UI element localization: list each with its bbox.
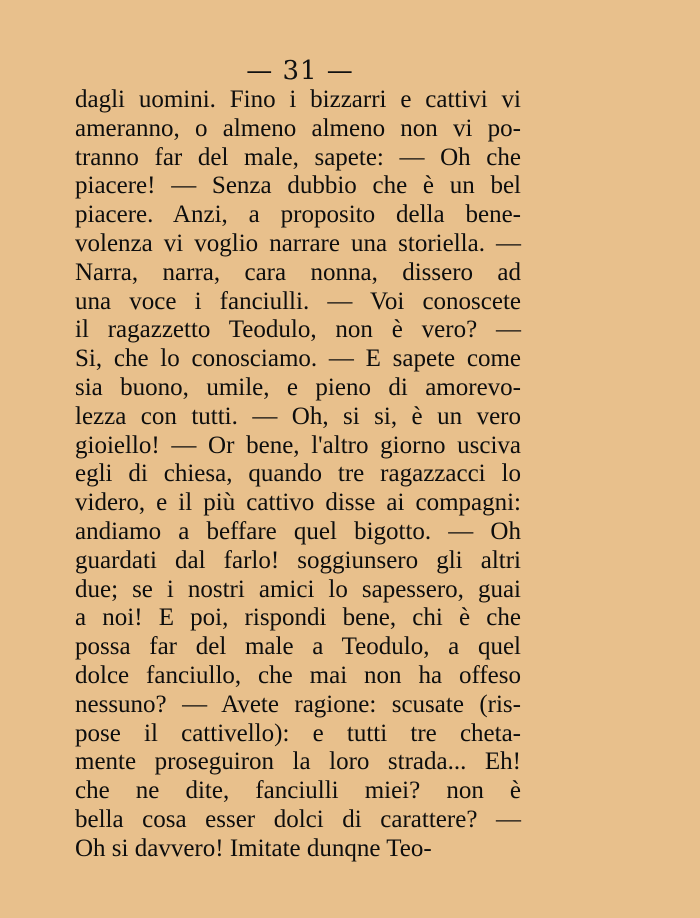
text-line: Narra, narra, cara nonna, dissero ad (75, 258, 521, 286)
text-line: lezza con tutti. — Oh, si si, è un vero (75, 402, 521, 430)
text-line: dagli uomini. Fino i bizzarri e cattivi vi (75, 86, 521, 113)
text-line: a noi! E poi, rispondi bene, chi è che (75, 604, 521, 632)
text-line: piacere. Anzi, a proposito della bene- (75, 201, 521, 229)
text-line: il ragazzetto Teodulo, non è vero? — (75, 316, 521, 344)
text-line: ameranno, o almeno almeno non vi po- (75, 114, 521, 142)
text-line: che ne dite, fanciulli miei? non è (75, 777, 521, 805)
text-line: una voce i fanciulli. — Voi conoscete (75, 287, 521, 315)
text-line: due; se i nostri amici lo sapessero, guai (75, 575, 521, 603)
text-line: guardati dal farlo! soggiunsero gli altri (75, 546, 521, 574)
text-line: sia buono, umile, e pieno di amorevo- (75, 373, 521, 401)
text-line: bella cosa esser dolci di carattere? — (75, 805, 521, 833)
text-line: possa far del male a Teodulo, a quel (75, 633, 521, 661)
text-line: andiamo a beffare quel bigotto. — Oh (75, 517, 521, 545)
text-line: egli di chiesa, quando tre ragazzacci lo (75, 460, 521, 488)
text-line: piacere! — Senza dubbio che è un bel (75, 172, 521, 200)
text-line: volenza vi voglio narrare una storiella. — (75, 229, 521, 257)
text-line: tranno far del male, sapete: — Oh che (75, 143, 521, 171)
text-line: Oh si davvero! Imitate dunqne Teo- (75, 834, 432, 862)
text-line: dolce fanciullo, che mai non ha offeso (75, 661, 521, 689)
text-line: gioiello! — Or bene, l'altro giorno usciva (75, 431, 521, 459)
body-text (75, 86, 521, 864)
text-line: mente proseguiron la loro strada... Eh! (75, 748, 521, 776)
text-line: videro, e il più cattivo disse ai compagni: (75, 489, 521, 517)
text-line: pose il cattivello): e tutti tre cheta- (75, 719, 521, 747)
text-line: Si, che lo conosciamo. — E sapete come (75, 345, 521, 373)
page-number: — 31 — (246, 56, 354, 86)
text-line: nessuno? — Avete ragione: scusate (ris- (75, 690, 521, 718)
